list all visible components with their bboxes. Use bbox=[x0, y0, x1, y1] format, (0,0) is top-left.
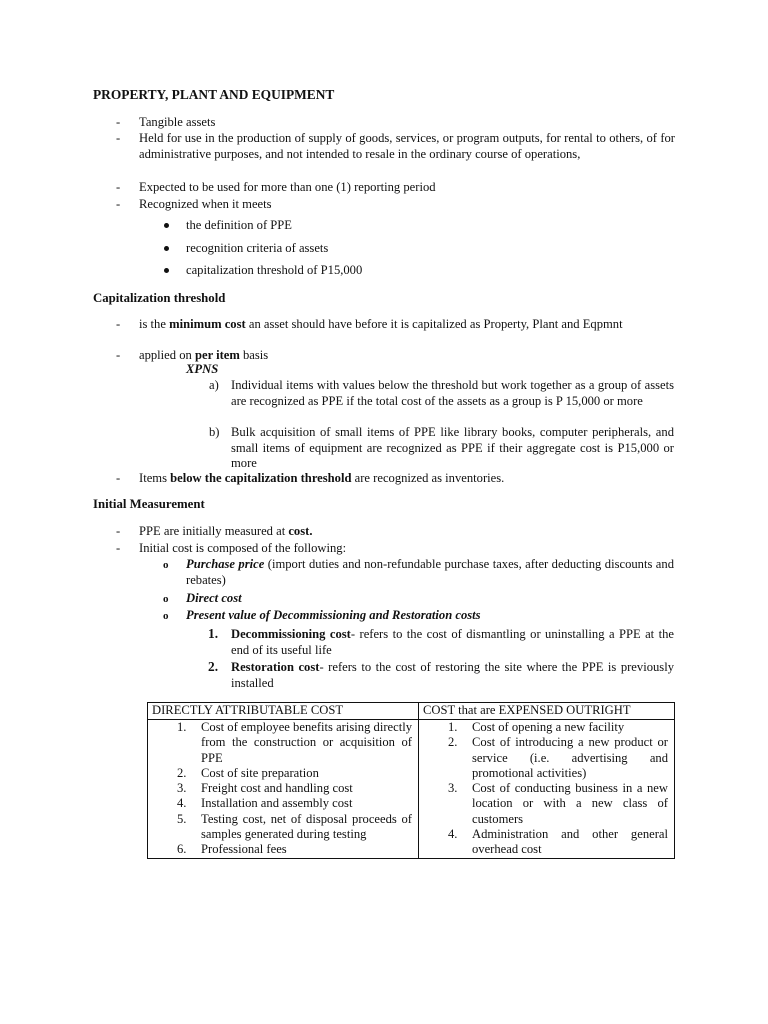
list-item: 1. Cost of opening a new facility bbox=[448, 720, 625, 734]
list-item: Expected to be used for more than one (1) reporting period bbox=[139, 180, 436, 194]
list-item: Items below the capitalization threshold are recognized as inventories. bbox=[139, 471, 505, 485]
list-item: 2. Cost of site preparation bbox=[177, 765, 319, 780]
list-item: recognition criteria of assets bbox=[186, 241, 329, 255]
dash-marker: - bbox=[116, 180, 121, 194]
xpns-label: XPNS bbox=[186, 362, 219, 376]
list-marker: b) bbox=[209, 425, 220, 439]
list-item: Recognized when it meets bbox=[139, 197, 272, 211]
list-item: PPE are initially measured at cost. bbox=[139, 524, 313, 538]
list-item: Initial cost is composed of the following: bbox=[139, 541, 347, 555]
list-item: is the minimum cost an asset should have before it is capitalized as Property, Plant and Eqpmnt bbox=[139, 317, 623, 331]
list-item: 3. Cost of conducting business in a new location or with a new class of customers bbox=[448, 781, 668, 826]
list-marker: 1. bbox=[208, 626, 219, 641]
bullet-icon: o bbox=[163, 593, 169, 605]
cost-table bbox=[147, 702, 675, 859]
dash-marker: - bbox=[116, 524, 121, 538]
dash-marker: - bbox=[116, 197, 121, 211]
list-item: capitalization threshold of P15,000 bbox=[186, 263, 363, 277]
list-marker: a) bbox=[209, 378, 219, 392]
list-item: Direct cost bbox=[186, 591, 242, 605]
list-marker: 2. bbox=[208, 659, 219, 674]
list-item: Purchase price (import duties and non-refundable purchase taxes, after deducting discounts and rebates) bbox=[186, 557, 674, 587]
dash-marker: - bbox=[116, 348, 121, 362]
expensed-outright-cell bbox=[419, 720, 675, 859]
list-item: 1. Cost of employee benefits arising directly from the construction or acquisition of PPE bbox=[177, 720, 412, 765]
list-item: Individual items with values below the threshold but work together as a group of assets are recognized as PPE if the total cost of the assets as a group is P 15,000 or more bbox=[231, 378, 674, 408]
list-item: 5. Testing cost, net of disposal proceeds of samples generated during testing bbox=[177, 811, 412, 842]
table-header-cell: COST that are EXPENSED OUTRIGHT bbox=[419, 703, 675, 720]
dash-marker: - bbox=[116, 317, 121, 331]
list-item: 6. Professional fees bbox=[177, 842, 287, 857]
bullet-icon bbox=[164, 223, 169, 228]
list-item: Present value of Decommissioning and Restoration costs bbox=[186, 608, 481, 622]
list-item: applied on per item basis bbox=[139, 348, 269, 362]
dash-marker: - bbox=[116, 131, 121, 145]
table-header-cell: DIRECTLY ATTRIBUTABLE COST bbox=[148, 703, 419, 720]
table-row bbox=[148, 720, 675, 859]
list-item: 4. Installation and assembly cost bbox=[177, 796, 353, 811]
list-item: Held for use in the production of supply of goods, services, or program outputs, for rental to others, of for administrative purposes, and not intended to resale in the ordinary course of operations, bbox=[139, 131, 675, 161]
bullet-icon: o bbox=[163, 610, 169, 622]
section-heading: Initial Measurement bbox=[93, 497, 205, 511]
list-item: 4. Administration and other general overhead cost bbox=[448, 827, 668, 857]
bullet-icon bbox=[164, 268, 169, 273]
list-item: Restoration cost- refers to the cost of restoring the site where the PPE is previously installed bbox=[231, 660, 674, 690]
page-title: PROPERTY, PLANT AND EQUIPMENT bbox=[93, 87, 335, 102]
list-item: 3. Freight cost and handling cost bbox=[177, 781, 353, 796]
dash-marker: - bbox=[116, 115, 121, 129]
bullet-icon bbox=[164, 246, 169, 251]
list-item: Decommissioning cost- refers to the cost of dismantling or uninstalling a PPE at the end of its useful life bbox=[231, 627, 674, 657]
list-item: Bulk acquisition of small items of PPE like library books, computer peripherals, and small items of equipment are recognized as PPE if their aggregate cost is P15,000 or more bbox=[231, 425, 674, 471]
table-header-row bbox=[148, 703, 675, 720]
list-item: 2. Cost of introducing a new product or service (i.e. advertising and promotional activities) bbox=[448, 735, 668, 780]
dash-marker: - bbox=[116, 541, 121, 555]
section-heading: Capitalization threshold bbox=[93, 291, 226, 305]
list-item: Tangible assets bbox=[139, 115, 216, 129]
bullet-icon: o bbox=[163, 559, 169, 571]
directly-attributable-cell bbox=[148, 720, 419, 859]
list-item: the definition of PPE bbox=[186, 218, 292, 232]
dash-marker: - bbox=[116, 471, 121, 485]
